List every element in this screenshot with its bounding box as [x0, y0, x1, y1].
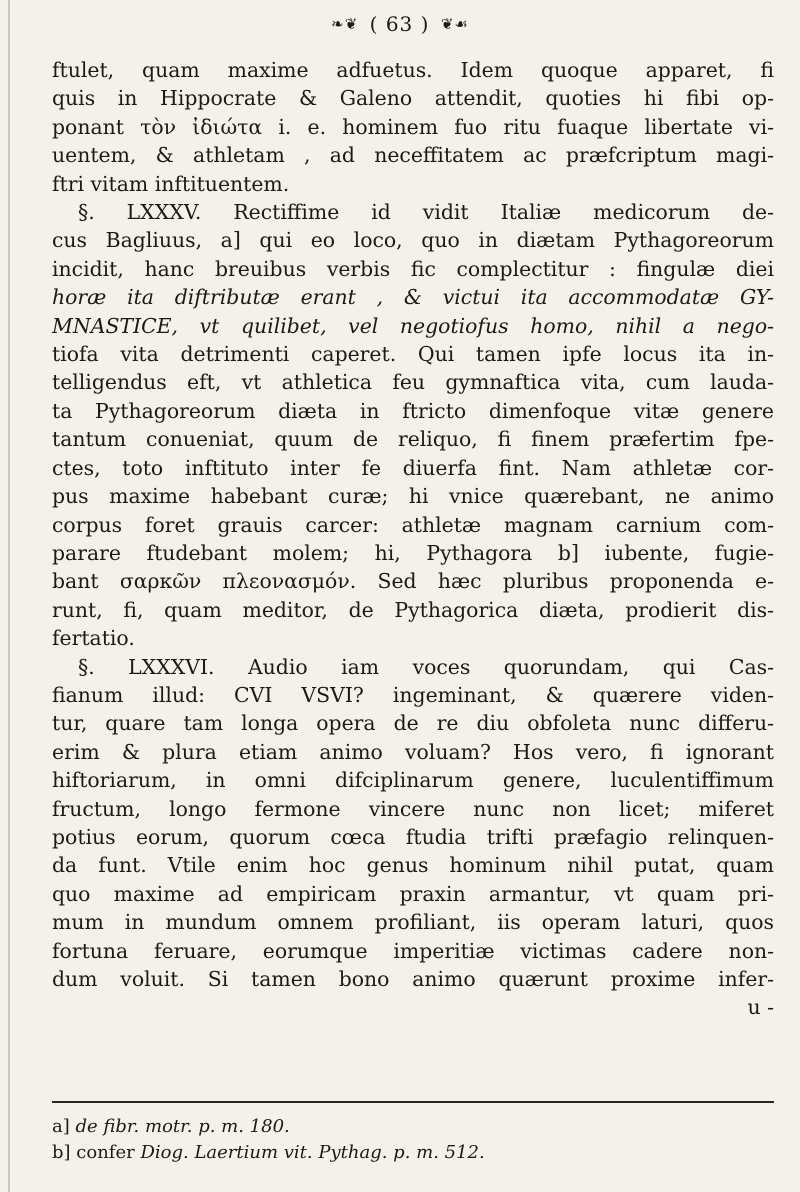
section-heading-line: §. LXXXV. Rectiffime id vidit Italiæ medicorum de- — [78, 200, 774, 225]
text-line: potius eorum, quorum cœca ftudia trifti præfagio relinquen- — [52, 824, 774, 849]
text-line: fertatio. — [52, 626, 135, 651]
text-line: dum voluit. Si tamen bono animo quærunt proxime infer- — [52, 967, 774, 991]
text-line: bant σαρκῶν πλεονασμόν. Sed hæc pluribus proponenda e- — [52, 569, 774, 594]
body-text — [52, 56, 774, 1022]
text-line: telligendus eft, vt athletica feu gymnaftica vita, cum lauda- — [52, 370, 774, 395]
text-line: corpus foret grauis carcer: athletæ magnam carnium com- — [52, 512, 774, 537]
binding-edge — [8, 0, 10, 1192]
quote-line: MNASTICE, vt quilibet, vel negotiofus homo, nihil a nego- — [52, 313, 774, 338]
text-line: parare ftudebant molem; hi, Pythagora b] iubente, fugie- — [52, 540, 774, 565]
text-line: fructum, longo fermone vincere nunc non licet; miferet — [52, 796, 774, 821]
footnotes — [52, 1114, 774, 1166]
ornament-left: ❧❦ — [331, 15, 359, 33]
text-line: da funt. Vtile enim hoc genus hominum nihil putat, quam — [52, 853, 774, 878]
text-line: fianum illud: CVI VSVI? ingeminant, & quærere viden- — [52, 682, 774, 707]
text-line: fortuna feruare, eorumque imperitiæ victimas cadere non- — [52, 938, 774, 963]
section-heading-line: §. LXXXVI. Audio iam voces quorundam, qui Cas- — [78, 654, 774, 679]
text-line: ctes, toto inftituto inter fe diuerfa fint. Nam athletæ cor- — [52, 455, 774, 480]
text-line: quis in Hippocrate & Galeno attendit, quoties hi fibi op- — [52, 86, 774, 111]
footnote-text: Diog. Laertium vit. Pythag. p. m. 512. — [140, 1142, 485, 1163]
ornament-right: ❦☙ — [440, 15, 469, 33]
text-line: uentem, & athletam , ad neceffitatem ac præfcriptum magi- — [52, 143, 774, 168]
text-line: tiofa vita detrimenti caperet. Qui tamen ipfe locus ita in- — [52, 342, 774, 367]
text-line: ta Pythagoreorum diæta in ftricto dimenfoque vitæ genere — [52, 398, 774, 423]
footnote-marker: a] — [52, 1116, 70, 1137]
text-line: ftri vitam inftituentem. — [52, 171, 290, 196]
text-line: cus Bagliuus, a] qui eo loco, quo in diætam Pythagoreorum — [52, 228, 774, 253]
text-line: tantum conueniat, quum de reliquo, fi finem præfertim fpe- — [52, 427, 774, 452]
text-line: tur, quare tam longa opera de re diu obfoleta nunc differu- — [52, 711, 774, 736]
text-line: mum in mundum omnem profiliant, iis operam laturi, quos — [52, 910, 774, 935]
text-line: runt, fi, quam meditor, de Pythagorica diæta, prodierit dis- — [52, 597, 774, 622]
catchword: u - — [747, 995, 774, 1020]
footnote-prefix: confer — [76, 1142, 135, 1163]
page-header — [0, 12, 800, 36]
footnote-marker: b] — [52, 1142, 71, 1163]
text-line: pus maxime habebant curæ; hi vnice quærebant, ne animo — [52, 484, 774, 509]
text-line: hiftoriarum, in omni difciplinarum genere, luculentiffimum — [52, 768, 774, 793]
footnote-text: de fibr. motr. p. m. 180. — [75, 1116, 290, 1137]
text-line: quo maxime ad empiricam praxin armantur, vt quam pri- — [52, 881, 774, 906]
text-line: ponant τὸν ἰδιώτα i. e. hominem fuo ritu fuaque libertate vi- — [52, 114, 774, 139]
footnote-b — [52, 1140, 774, 1166]
footnote-divider — [52, 1101, 774, 1103]
text-line: incidit, hanc breuibus verbis fic complectitur : fingulæ diei — [52, 256, 774, 281]
text-line: ftulet, quam maxime adfuetus. Idem quoque apparet, fi — [52, 58, 774, 82]
quote-line: horæ ita diftributæ erant , & victui ita accommodatæ GY- — [52, 285, 774, 310]
text-line: erim & plura etiam animo voluam? Hos vero, fi ignorant — [52, 739, 774, 764]
footnote-a — [52, 1114, 774, 1140]
page-number: ( 63 ) — [369, 12, 430, 36]
